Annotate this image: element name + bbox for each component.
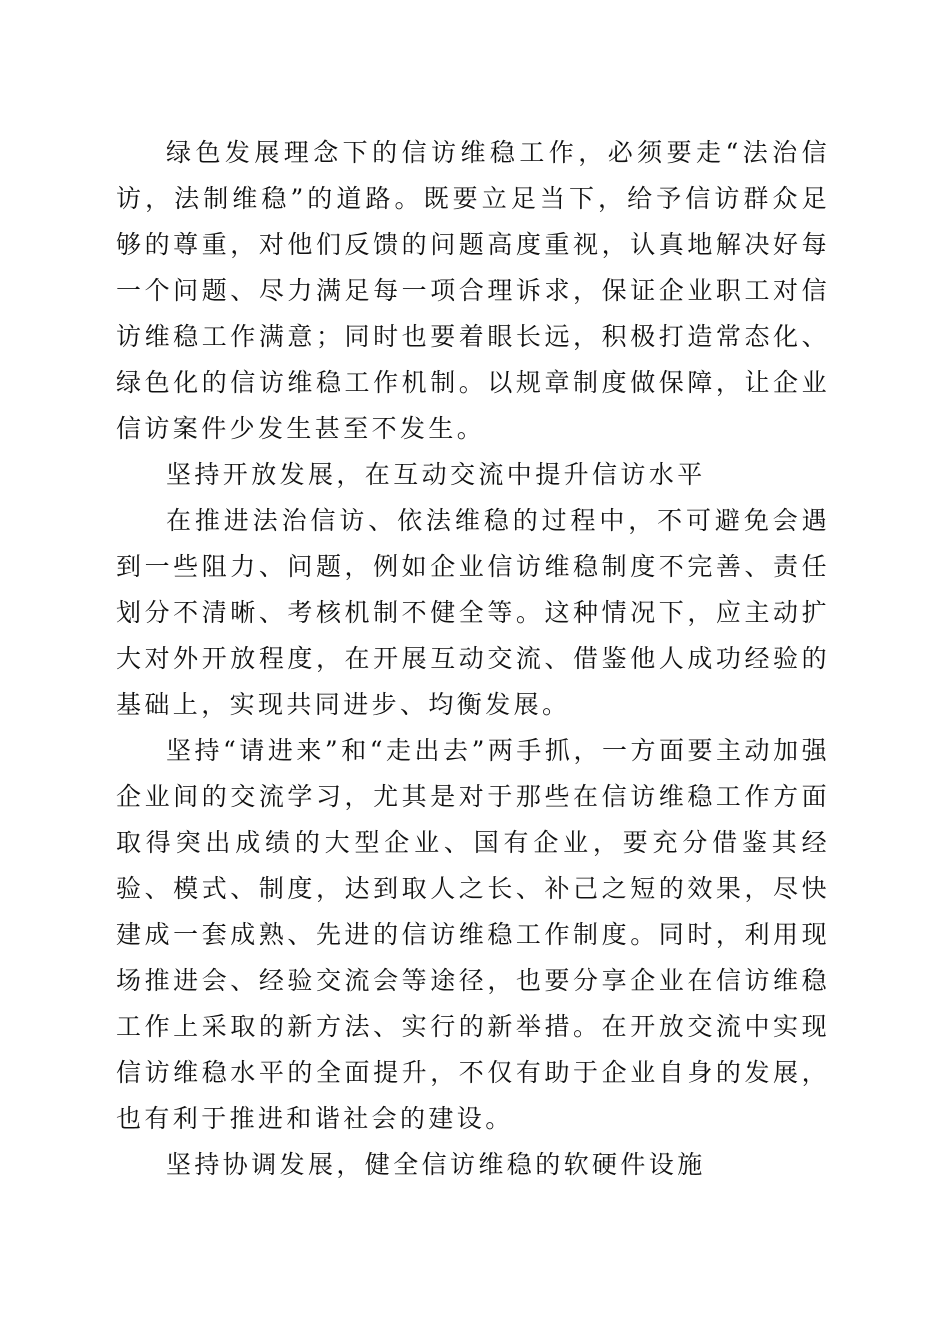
- paragraph-rule-of-law-obstacles: 在推进法治信访、依法维稳的过程中，不可避免会遇到一些阻力、问题，例如企业信访维稳制度不完善、责任划分不清晰、考核机制不健全等。这种情况下，应主动扩大对外开放程度，在开展互动交流、借鉴他人成功经验的基础上，实现共同进步、均衡发展。: [116, 506, 830, 719]
- document-body: [116, 130, 830, 1188]
- paragraph-green-development: 绿色发展理念下的信访维稳工作，必须要走“法治信访，法制维稳”的道路。既要立足当下，给予信访群众足够的尊重，对他们反馈的问题高度重视，认真地解决好每一个问题、尽力满足每一项合理诉求，保证企业职工对信访维稳工作满意；同时也要着眼长远，积极打造常态化、绿色化的信访维稳工作机制。以规章制度做保障，让企业信访案件少发生甚至不发生。: [116, 138, 830, 443]
- paragraph-exchange-learning: 坚持“请进来”和“走出去”两手抓，一方面要主动加强企业间的交流学习，尤其是对于那些在信访维稳工作方面取得突出成绩的大型企业、国有企业，要充分借鉴其经验、模式、制度，达到取人之长、补己之短的效果，尽快建成一套成熟、先进的信访维稳工作制度。同时，利用现场推进会、经验交流会等途径，也要分享企业在信访维稳工作上采取的新方法、实行的新举措。在开放交流中实现信访维稳水平的全面提升，不仅有助于企业自身的发展，也有利于推进和谐社会的建设。: [116, 736, 830, 1133]
- section-heading-coordinated-development: 坚持协调发展，健全信访维稳的软硬件设施: [166, 1150, 706, 1179]
- section-heading-open-development: 坚持开放发展，在互动交流中提升信访水平: [166, 460, 706, 489]
